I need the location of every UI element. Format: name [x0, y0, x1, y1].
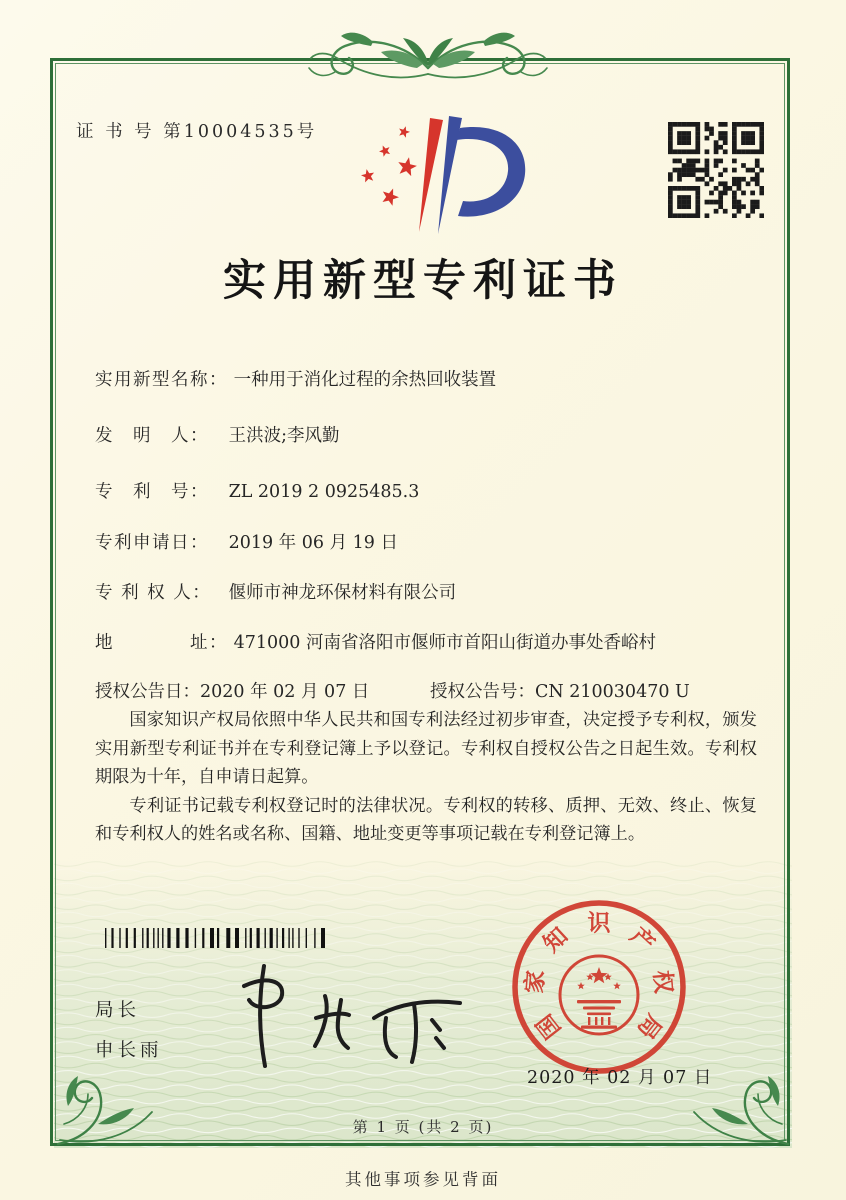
svg-text:国: 国: [530, 1009, 567, 1044]
certificate-number: 证 书 号 第10004535号: [76, 122, 318, 142]
footer-note: 其他事项参见背面: [345, 1170, 501, 1189]
field-label: 实用新型名称：: [95, 370, 228, 390]
field-label: 专利申请日：: [95, 533, 209, 553]
svg-text:权: 权: [648, 969, 678, 995]
field-label: 专 利 号：: [95, 482, 209, 502]
barcode: [105, 928, 329, 948]
field-label: 发 明 人：: [95, 426, 209, 446]
seal-date: 2020 年 02 月 07 日: [527, 1068, 713, 1088]
cnipa-patent-logo-icon: [338, 104, 538, 242]
field-row-inventor: [95, 422, 339, 447]
field-row-patentee: [95, 579, 456, 604]
legal-paragraph-1: 国家知识产权局依照中华人民共和国专利法经过初步审查，决定授予专利权，颁发实用新型专利证书并在专利登记簿上予以登记。专利权自授权公告之日起生效。专利权期限为十年，自申请日起算。: [95, 710, 757, 787]
top-flourish-ornament-icon: [283, 14, 573, 108]
field-row-filing-date: [95, 529, 398, 554]
field-value: 偃师市神龙环保材料有限公司: [228, 583, 457, 603]
field-row-address: [95, 629, 656, 654]
grant-date-value: 2020 年 02 月 07 日: [200, 682, 370, 702]
field-row-patent-no: [95, 478, 419, 503]
grant-no: [430, 678, 690, 703]
field-value: 2019 年 06 月 19 日: [228, 533, 398, 553]
field-value: ZL 2019 2 0925485.3: [228, 482, 420, 502]
page-number: 第 1 页 (共 2 页): [352, 1118, 494, 1136]
grant-no-value: CN 210030470 U: [535, 682, 690, 702]
grant-date-label: 授权公告日：: [95, 682, 200, 702]
svg-text:家: 家: [520, 969, 550, 995]
grant-no-label: 授权公告号：: [430, 682, 535, 702]
field-value: 471000 河南省洛阳市偃师市首阳山街道办事处香峪村: [233, 633, 656, 653]
field-value: 王洪波;李风勤: [228, 426, 340, 446]
legal-paragraph-2: 专利证书记载专利权登记时的法律状况。专利权的转移、质押、无效、终止、恢复和专利权人的姓名或名称、国籍、地址变更等事项记载在专利登记簿上。: [95, 795, 757, 844]
certificate-title: 实用新型专利证书: [223, 256, 623, 306]
field-label: 专 利 权 人：: [95, 583, 212, 603]
field-value: 一种用于消化过程的余热回收装置: [233, 370, 497, 390]
field-label: 地 址：: [95, 633, 228, 653]
field-row-name: [95, 366, 496, 391]
svg-text:知: 知: [537, 922, 574, 958]
svg-text:产: 产: [624, 922, 661, 958]
svg-text:识: 识: [587, 909, 611, 937]
director-signature: [228, 962, 478, 1077]
director-name: 申长雨: [95, 1040, 163, 1061]
grant-line: [95, 678, 775, 703]
svg-text:局: 局: [631, 1009, 668, 1044]
cnipa-official-seal: [508, 896, 690, 1078]
legal-text: [95, 706, 757, 849]
qr-code: [668, 122, 764, 218]
director-title: 局长: [95, 1000, 141, 1021]
